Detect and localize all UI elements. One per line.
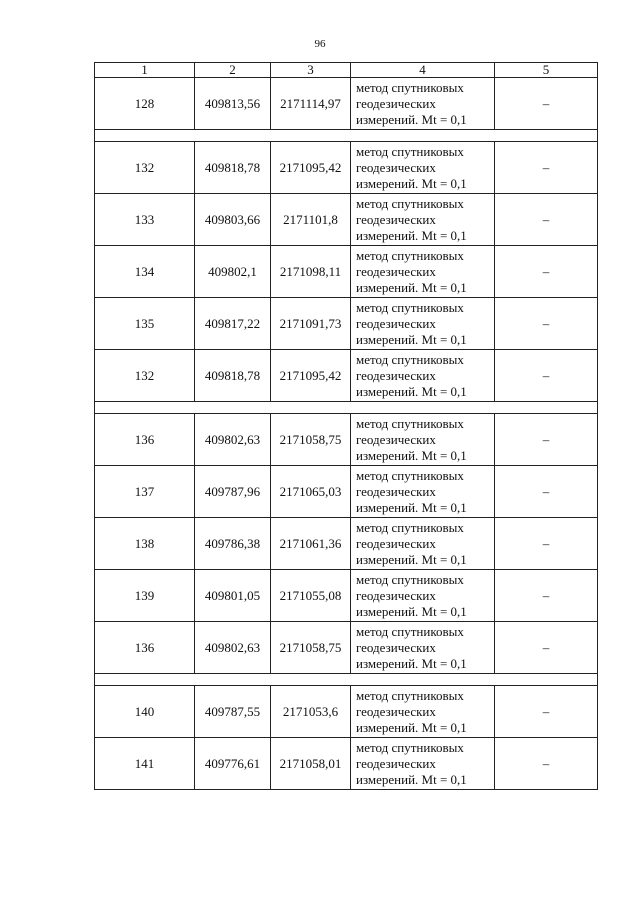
- table-spacer-row: [95, 130, 598, 142]
- y-coordinate-cell: 2171091,73: [271, 298, 351, 350]
- table-row: [95, 686, 598, 738]
- table-row: [95, 622, 598, 674]
- note-cell: –: [495, 194, 598, 246]
- table-row: [95, 570, 598, 622]
- method-line: геодезических: [356, 755, 436, 771]
- method-line: геодезических: [356, 263, 436, 279]
- point-number-cell: 136: [95, 414, 195, 466]
- point-number-cell: 140: [95, 686, 195, 738]
- method-cell: [351, 194, 495, 246]
- note-cell: –: [495, 298, 598, 350]
- point-number-cell: 137: [95, 466, 195, 518]
- table-header-row: [95, 63, 598, 78]
- point-number-cell: 132: [95, 142, 195, 194]
- x-coordinate-cell: 409818,78: [195, 350, 271, 402]
- column-header-3: 3: [271, 63, 351, 78]
- note-cell: –: [495, 518, 598, 570]
- column-header-2: 2: [195, 63, 271, 78]
- method-cell: [351, 622, 495, 674]
- y-coordinate-cell: 2171058,75: [271, 622, 351, 674]
- table-row: [95, 142, 598, 194]
- note-cell: –: [495, 350, 598, 402]
- method-line: метод спутниковых: [356, 143, 464, 159]
- point-number-cell: 128: [95, 78, 195, 130]
- table-row: [95, 298, 598, 350]
- method-line: геодезических: [356, 703, 436, 719]
- y-coordinate-cell: 2171053,6: [271, 686, 351, 738]
- method-line: метод спутниковых: [356, 571, 464, 587]
- table-row: [95, 738, 598, 790]
- y-coordinate-cell: 2171095,42: [271, 350, 351, 402]
- method-line: измерений. Mt = 0,1: [356, 227, 467, 243]
- method-line: метод спутниковых: [356, 351, 464, 367]
- note-cell: –: [495, 142, 598, 194]
- table-spacer-row: [95, 402, 598, 414]
- method-line: геодезических: [356, 431, 436, 447]
- table-row: [95, 466, 598, 518]
- x-coordinate-cell: 409803,66: [195, 194, 271, 246]
- method-line: измерений. Mt = 0,1: [356, 447, 467, 463]
- x-coordinate-cell: 409787,96: [195, 466, 271, 518]
- method-line: геодезических: [356, 315, 436, 331]
- note-cell: –: [495, 622, 598, 674]
- spacer-cell: [95, 674, 598, 686]
- method-cell: [351, 686, 495, 738]
- method-line: геодезических: [356, 639, 436, 655]
- method-line: геодезических: [356, 211, 436, 227]
- table-row: [95, 194, 598, 246]
- method-line: измерений. Mt = 0,1: [356, 655, 467, 671]
- method-line: измерений. Mt = 0,1: [356, 279, 467, 295]
- y-coordinate-cell: 2171095,42: [271, 142, 351, 194]
- method-line: метод спутниковых: [356, 299, 464, 315]
- method-cell: [351, 78, 495, 130]
- note-cell: –: [495, 570, 598, 622]
- table-row: [95, 414, 598, 466]
- method-line: геодезических: [356, 159, 436, 175]
- method-line: геодезических: [356, 587, 436, 603]
- table-row: [95, 78, 598, 130]
- method-line: измерений. Mt = 0,1: [356, 719, 467, 735]
- point-number-cell: 133: [95, 194, 195, 246]
- table-spacer-row: [95, 674, 598, 686]
- point-number-cell: 141: [95, 738, 195, 790]
- table-row: [95, 518, 598, 570]
- column-header-1: 1: [95, 63, 195, 78]
- y-coordinate-cell: 2171058,75: [271, 414, 351, 466]
- point-number-cell: 138: [95, 518, 195, 570]
- note-cell: –: [495, 466, 598, 518]
- method-line: измерений. Mt = 0,1: [356, 331, 467, 347]
- column-header-5: 5: [495, 63, 598, 78]
- y-coordinate-cell: 2171058,01: [271, 738, 351, 790]
- note-cell: –: [495, 78, 598, 130]
- method-cell: [351, 142, 495, 194]
- method-line: геодезических: [356, 367, 436, 383]
- method-line: геодезических: [356, 483, 436, 499]
- x-coordinate-cell: 409801,05: [195, 570, 271, 622]
- method-cell: [351, 298, 495, 350]
- x-coordinate-cell: 409802,63: [195, 414, 271, 466]
- note-cell: –: [495, 414, 598, 466]
- method-line: метод спутниковых: [356, 687, 464, 703]
- method-line: измерений. Mt = 0,1: [356, 175, 467, 191]
- method-line: метод спутниковых: [356, 79, 464, 95]
- method-line: метод спутниковых: [356, 467, 464, 483]
- x-coordinate-cell: 409817,22: [195, 298, 271, 350]
- y-coordinate-cell: 2171098,11: [271, 246, 351, 298]
- page-number: 96: [314, 38, 326, 50]
- table-body: [95, 78, 598, 790]
- x-coordinate-cell: 409786,38: [195, 518, 271, 570]
- table-row: [95, 350, 598, 402]
- method-cell: [351, 414, 495, 466]
- x-coordinate-cell: 409776,61: [195, 738, 271, 790]
- method-line: измерений. Mt = 0,1: [356, 551, 467, 567]
- x-coordinate-cell: 409813,56: [195, 78, 271, 130]
- method-line: метод спутниковых: [356, 415, 464, 431]
- y-coordinate-cell: 2171055,08: [271, 570, 351, 622]
- y-coordinate-cell: 2171101,8: [271, 194, 351, 246]
- method-line: геодезических: [356, 535, 436, 551]
- spacer-cell: [95, 130, 598, 142]
- point-number-cell: 135: [95, 298, 195, 350]
- note-cell: –: [495, 246, 598, 298]
- method-line: метод спутниковых: [356, 195, 464, 211]
- method-line: геодезических: [356, 95, 436, 111]
- method-line: измерений. Mt = 0,1: [356, 499, 467, 515]
- x-coordinate-cell: 409787,55: [195, 686, 271, 738]
- column-header-4: 4: [351, 63, 495, 78]
- method-line: измерений. Mt = 0,1: [356, 111, 467, 127]
- method-line: метод спутниковых: [356, 739, 464, 755]
- method-line: метод спутниковых: [356, 519, 464, 535]
- method-line: измерений. Mt = 0,1: [356, 771, 467, 787]
- method-cell: [351, 738, 495, 790]
- y-coordinate-cell: 2171061,36: [271, 518, 351, 570]
- method-line: измерений. Mt = 0,1: [356, 383, 467, 399]
- y-coordinate-cell: 2171065,03: [271, 466, 351, 518]
- point-number-cell: 139: [95, 570, 195, 622]
- table-row: [95, 246, 598, 298]
- point-number-cell: 136: [95, 622, 195, 674]
- x-coordinate-cell: 409818,78: [195, 142, 271, 194]
- method-line: измерений. Mt = 0,1: [356, 603, 467, 619]
- point-number-cell: 132: [95, 350, 195, 402]
- spacer-cell: [95, 402, 598, 414]
- method-cell: [351, 246, 495, 298]
- note-cell: –: [495, 686, 598, 738]
- method-cell: [351, 570, 495, 622]
- x-coordinate-cell: 409802,63: [195, 622, 271, 674]
- note-cell: –: [495, 738, 598, 790]
- method-line: метод спутниковых: [356, 623, 464, 639]
- coordinates-table: [94, 62, 598, 790]
- point-number-cell: 134: [95, 246, 195, 298]
- x-coordinate-cell: 409802,1: [195, 246, 271, 298]
- method-cell: [351, 518, 495, 570]
- method-cell: [351, 466, 495, 518]
- method-cell: [351, 350, 495, 402]
- y-coordinate-cell: 2171114,97: [271, 78, 351, 130]
- method-line: метод спутниковых: [356, 247, 464, 263]
